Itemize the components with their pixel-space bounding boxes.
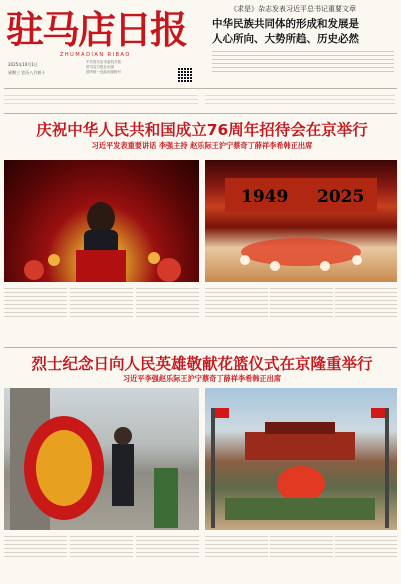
masthead-pinyin: ZHUMADIAN RIBAO xyxy=(60,52,131,58)
promo-kicker[interactable]: 《求是》杂志发表习近平总书记重要文章 xyxy=(230,5,356,13)
publisher-info-line: 国内统一连续出版物号 xyxy=(86,70,121,74)
issue-date: 2025年10月1日 xyxy=(8,62,38,67)
article-column xyxy=(136,533,199,581)
photo-banquet-hall[interactable] xyxy=(205,160,397,282)
publisher-info-line: 驻马店日报社出版 xyxy=(86,65,114,69)
second-headline[interactable]: 烈士纪念日向人民英雄敬献花篮仪式在京隆重举行 xyxy=(31,355,373,373)
article-column xyxy=(335,533,397,581)
top-left-brief xyxy=(4,92,198,110)
publisher-info xyxy=(86,60,156,75)
stage-year-1949: 1949 xyxy=(241,187,289,207)
photo-wreath-ceremony[interactable] xyxy=(4,388,199,530)
promo-body-text xyxy=(212,48,394,88)
article-column xyxy=(270,285,333,345)
wreath-illustration xyxy=(4,388,199,530)
article-column xyxy=(4,285,67,345)
speech-illustration xyxy=(4,160,199,282)
masthead-logo: 驻马店日报 xyxy=(6,7,187,52)
article-column xyxy=(335,285,397,345)
promo-headline-line1[interactable]: 中华民族共同体的形成和发展是 xyxy=(212,18,359,30)
publisher-info-line: 中共驻马店市委机关报 xyxy=(86,60,121,64)
article-column xyxy=(270,533,333,581)
article-column xyxy=(205,533,268,581)
photo-tiananmen-square[interactable] xyxy=(205,388,397,530)
article-column xyxy=(70,533,133,581)
article-column xyxy=(70,285,133,345)
qr-code-overlay xyxy=(178,68,192,82)
header-divider xyxy=(4,88,397,89)
article-column xyxy=(4,533,67,581)
lead-headline[interactable]: 庆祝中华人民共和国成立76周年招待会在京举行 xyxy=(36,121,368,139)
lead-subhead: 习近平发表重要讲话 李强主持 赵乐际王沪宁蔡奇丁薛祥李希韩正出席 xyxy=(91,141,313,150)
photo-speech[interactable] xyxy=(4,160,199,282)
second-subhead: 习近平李强赵乐际王沪宁蔡奇丁薛祥李希韩正出席 xyxy=(122,374,282,383)
top-right-brief xyxy=(205,92,395,110)
stage-year-2025: 2025 xyxy=(317,187,365,207)
story-divider xyxy=(4,347,397,348)
issue-weekday: 星期三 农历八月初十 xyxy=(8,70,46,75)
promo-headline-line2[interactable]: 人心所向、大势所趋、历史必然 xyxy=(212,33,359,45)
section-divider xyxy=(4,113,397,114)
article-column xyxy=(136,285,199,345)
article-column xyxy=(205,285,268,345)
banquet-illustration xyxy=(205,160,397,282)
square-illustration xyxy=(205,388,397,530)
